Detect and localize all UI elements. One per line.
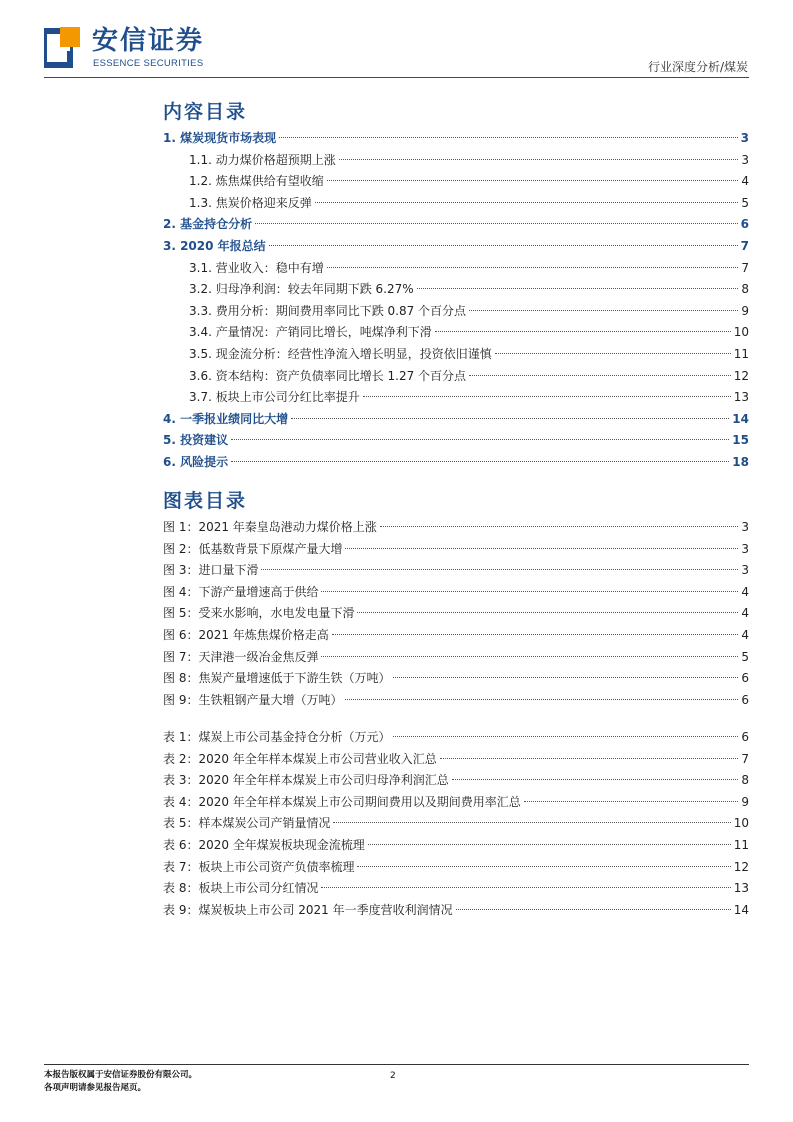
toc-entry[interactable] — [163, 171, 749, 193]
dot-leader — [321, 887, 730, 888]
table-entry[interactable] — [163, 857, 749, 879]
figure-entry-label: 图 6：2021 年炼焦煤价格走高 — [163, 627, 329, 642]
figure-entry[interactable] — [163, 668, 749, 690]
dot-leader — [495, 353, 731, 354]
dot-leader — [231, 461, 729, 462]
dot-leader — [357, 866, 730, 867]
dot-leader — [524, 801, 739, 802]
toc-entry[interactable] — [163, 452, 749, 474]
toc-entry-page: 3 — [740, 131, 749, 145]
toc-entry[interactable] — [163, 301, 749, 323]
dot-leader — [333, 822, 730, 823]
copyright-notice: 本报告版权属于安信证券股份有限公司。 — [44, 1070, 198, 1080]
toc-entry[interactable] — [163, 279, 749, 301]
table-entry-page: 10 — [733, 816, 749, 831]
table-entry-page: 14 — [733, 902, 749, 917]
report-type: 行业深度分析/煤炭 — [647, 60, 748, 74]
dot-leader — [469, 310, 738, 311]
company-name-cn: 安信证券 — [92, 26, 205, 56]
disclaimer-notice: 各项声明请参见报告尾页。 — [44, 1083, 147, 1093]
toc-entry-label: 4. 一季报业绩同比大增 — [163, 411, 289, 426]
table-entry[interactable] — [163, 770, 749, 792]
dot-leader — [363, 396, 731, 397]
table-entry-label: 表 5：样本煤炭公司产销量情况 — [163, 816, 331, 831]
header-divider — [44, 77, 749, 78]
figure-entry[interactable] — [163, 647, 749, 669]
figure-entry[interactable] — [163, 560, 749, 582]
table-entry-page: 8 — [741, 773, 749, 788]
toc-entry-label: 3.7. 板块上市公司分红比率提升 — [189, 390, 360, 405]
toc-entry[interactable] — [163, 322, 749, 344]
figure-entry-page: 6 — [741, 671, 749, 686]
table-entry-label: 表 3：2020 年全年样本煤炭上市公司归母净利润汇总 — [163, 773, 449, 788]
toc-entry-page: 4 — [741, 174, 749, 189]
table-entry-page: 7 — [741, 751, 749, 766]
figure-entry-page: 6 — [741, 692, 749, 707]
toc-entry[interactable] — [163, 214, 749, 236]
table-entry-label: 表 9：煤炭板块上市公司 2021 年一季度营收利润情况 — [163, 902, 453, 917]
figure-entry-label: 图 5：受来水影响，水电发电量下滑 — [163, 606, 355, 621]
toc-entry-label: 1.2. 炼焦煤供给有望收缩 — [189, 174, 324, 189]
figure-list — [163, 517, 749, 711]
toc-list — [163, 128, 749, 474]
toc-entry-label: 3.2. 归母净利润：较去年同期下跌 6.27% — [189, 282, 414, 297]
toc-entry[interactable] — [163, 344, 749, 366]
toc-entry-label: 3.6. 资本结构：资产负债率同比增长 1.27 个百分点 — [189, 368, 467, 383]
dot-leader — [380, 526, 739, 527]
figure-entry-label: 图 2：低基数背景下原煤产量大增 — [163, 541, 343, 556]
figure-entry-label: 图 4：下游产量增速高于供给 — [163, 584, 319, 599]
figure-entry[interactable] — [163, 625, 749, 647]
toc-entry-label: 6. 风险提示 — [163, 454, 229, 469]
table-entry-label: 表 8：板块上市公司分红情况 — [163, 881, 319, 896]
toc-entry-label: 3.1. 营业收入：稳中有增 — [189, 260, 324, 275]
dot-leader — [279, 137, 738, 138]
page-header — [0, 0, 793, 80]
figure-entry[interactable] — [163, 539, 749, 561]
dot-leader — [327, 267, 739, 268]
dot-leader — [339, 159, 739, 160]
toc-title: 内容目录 — [163, 101, 248, 123]
figure-entry[interactable] — [163, 690, 749, 712]
dot-leader — [469, 375, 731, 376]
dot-leader — [435, 331, 731, 332]
dot-leader — [456, 909, 731, 910]
toc-entry-label: 3.4. 产量情况：产销同比增长，吨煤净利下滑 — [189, 325, 432, 340]
table-entry-label: 表 1：煤炭上市公司基金持仓分析（万元） — [163, 730, 391, 744]
toc-entry[interactable] — [163, 366, 749, 388]
figure-entry-label: 图 9：生铁粗钢产量大增（万吨） — [163, 692, 343, 707]
toc-entry-page: 13 — [733, 390, 749, 405]
dot-leader — [315, 202, 739, 203]
toc-entry[interactable] — [163, 258, 749, 280]
figure-entry[interactable] — [163, 517, 749, 539]
toc-entry-page: 7 — [740, 238, 749, 253]
dot-leader — [393, 736, 738, 737]
table-entry-page: 9 — [741, 794, 749, 809]
figure-entry[interactable] — [163, 603, 749, 625]
toc-entry-page: 18 — [732, 454, 749, 469]
figure-entry-label: 图 3：进口量下滑 — [163, 563, 259, 578]
table-entry-label: 表 6：2020 全年煤炭板块现金流梳理 — [163, 837, 365, 852]
toc-entry[interactable] — [163, 236, 749, 258]
table-entry-page: 11 — [733, 837, 749, 852]
toc-entry-page: 10 — [733, 325, 749, 340]
table-entry[interactable] — [163, 749, 749, 771]
page-number: 2 — [390, 1071, 396, 1081]
dot-leader — [332, 634, 739, 635]
footer-disclaimer — [44, 1069, 197, 1095]
table-entry[interactable] — [163, 792, 749, 814]
table-entry-label: 表 4：2020 年全年样本煤炭上市公司期间费用以及期间费用率汇总 — [163, 794, 521, 809]
figure-entry-page: 3 — [741, 563, 749, 578]
toc-entry[interactable] — [163, 387, 749, 409]
dot-leader — [345, 548, 738, 549]
dot-leader — [440, 758, 739, 759]
toc-entry-label: 1. 煤炭现货市场表现 — [163, 131, 277, 145]
toc-entry-page: 15 — [732, 433, 749, 448]
toc-entry-label: 3.3. 费用分析：期间费用率同比下跌 0.87 个百分点 — [189, 303, 467, 318]
dot-leader — [291, 418, 729, 419]
toc-entry-page: 14 — [732, 411, 749, 426]
dot-leader — [231, 439, 729, 440]
table-entry-page: 12 — [733, 859, 749, 874]
figure-entry-label: 图 1：2021 年秦皇岛港动力煤价格上涨 — [163, 520, 377, 534]
toc-entry-page: 7 — [741, 260, 749, 275]
dot-leader — [255, 223, 738, 224]
toc-entry-label: 1.3. 焦炭价格迎来反弹 — [189, 195, 312, 210]
figure-entry-page: 4 — [741, 606, 749, 621]
dot-leader — [327, 180, 739, 181]
toc-entry-page: 3 — [741, 152, 749, 167]
toc-entry[interactable] — [163, 430, 749, 452]
table-entry[interactable] — [163, 900, 749, 922]
toc-entry-page: 9 — [741, 303, 749, 318]
table-entry-label: 表 7：板块上市公司资产负债率梳理 — [163, 859, 355, 874]
table-entry[interactable] — [163, 878, 749, 900]
table-entry[interactable] — [163, 727, 749, 749]
dot-leader — [269, 245, 738, 246]
figure-entry-label: 图 8：焦炭产量增速低于下游生铁（万吨） — [163, 671, 391, 686]
figure-entry[interactable] — [163, 582, 749, 604]
company-name-en: ESSENCE SECURITIES — [93, 58, 204, 69]
table-list — [163, 727, 749, 921]
toc-entry-label: 1.1. 动力煤价格超预期上涨 — [189, 152, 336, 167]
toc-entry[interactable] — [163, 128, 749, 150]
essence-logo-icon — [44, 27, 80, 69]
figure-entry-page: 5 — [741, 649, 749, 664]
dot-leader — [452, 779, 739, 780]
dot-leader — [357, 612, 738, 613]
toc-entry-page: 8 — [741, 282, 749, 297]
dot-leader — [345, 699, 738, 700]
figure-entry-label: 图 7：天津港一级冶金焦反弹 — [163, 649, 319, 664]
table-entry[interactable] — [163, 835, 749, 857]
toc-entry-page: 5 — [741, 195, 749, 210]
dot-leader — [368, 844, 731, 845]
table-entry-page: 6 — [741, 730, 749, 744]
figure-entry-page: 4 — [741, 627, 749, 642]
figure-entry-page: 3 — [741, 541, 749, 556]
figure-entry-page: 3 — [741, 520, 749, 534]
toc-entry-page: 12 — [733, 368, 749, 383]
table-entry-label: 表 2：2020 年全年样本煤炭上市公司营业收入汇总 — [163, 751, 437, 766]
dot-leader — [321, 656, 738, 657]
dot-leader — [321, 591, 738, 592]
figure-entry-page: 4 — [741, 584, 749, 599]
toc-entry[interactable] — [163, 409, 749, 431]
dot-leader — [417, 288, 739, 289]
toc-entry[interactable] — [163, 150, 749, 172]
toc-entry-label: 3. 2020 年报总结 — [163, 238, 266, 253]
figures-title: 图表目录 — [163, 490, 248, 512]
dot-leader — [393, 677, 738, 678]
table-entry[interactable] — [163, 813, 749, 835]
toc-entry-label: 3.5. 现金流分析：经营性净流入增长明显，投资依旧谨慎 — [189, 346, 492, 361]
toc-entry-page: 11 — [733, 346, 749, 361]
toc-entry-label: 2. 基金持仓分析 — [163, 217, 253, 232]
dot-leader — [261, 569, 738, 570]
table-entry-page: 13 — [733, 881, 749, 896]
footer-divider — [44, 1064, 749, 1065]
toc-entry[interactable] — [163, 193, 749, 215]
toc-entry-label: 5. 投资建议 — [163, 433, 229, 448]
toc-entry-page: 6 — [740, 217, 749, 232]
